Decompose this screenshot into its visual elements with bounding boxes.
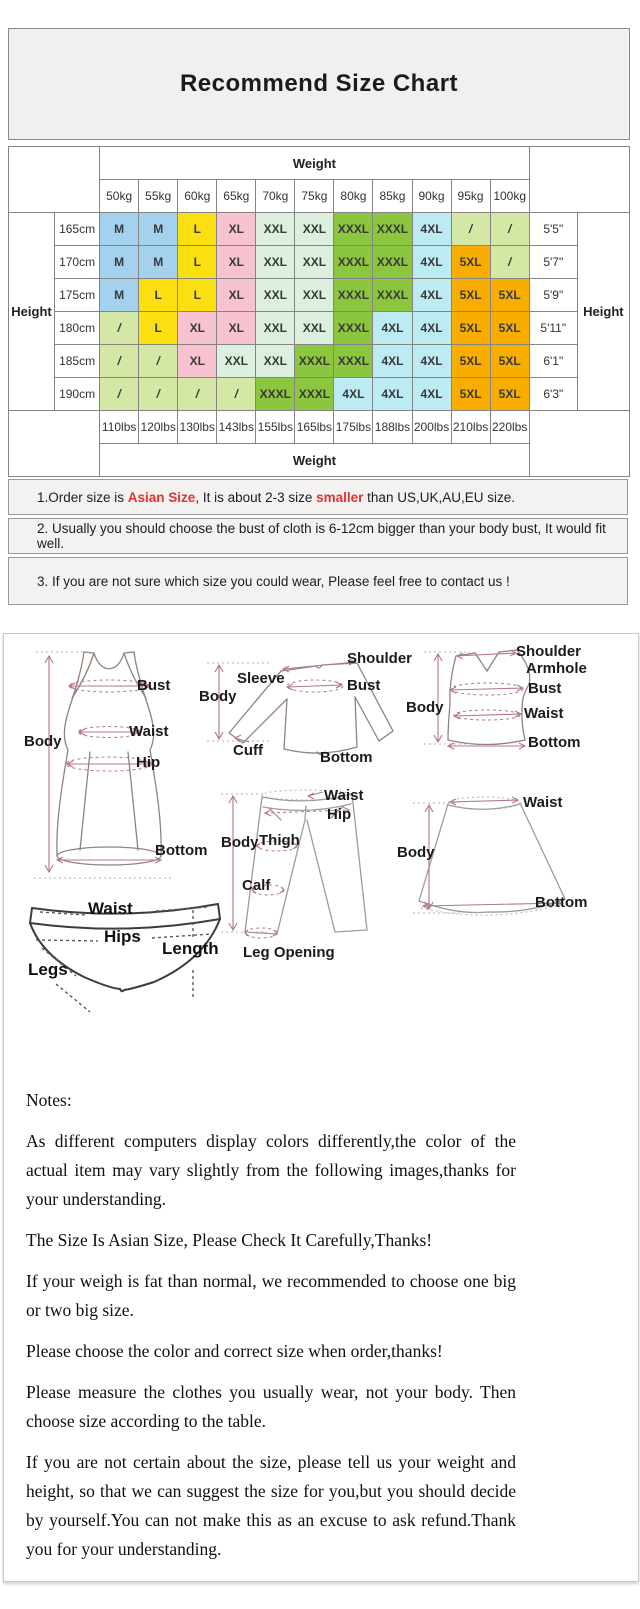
kg-cell: 50kg xyxy=(100,180,139,213)
size-cell: 4XL xyxy=(373,312,412,345)
size-cell: 4XL xyxy=(412,246,451,279)
notes-heading: Notes: xyxy=(26,1090,72,1110)
kg-cell: 65kg xyxy=(217,180,256,213)
lbs-cell: 155lbs xyxy=(256,411,295,444)
size-cell: L xyxy=(178,213,217,246)
size-cell: M xyxy=(100,213,139,246)
size-cell: 5XL xyxy=(490,312,529,345)
measure-guide-panel xyxy=(3,633,639,1582)
size-cell: L xyxy=(178,246,217,279)
brief-legs-label: Legs xyxy=(28,960,68,979)
vest-waist-label: Waist xyxy=(524,705,564,722)
height-ft-cell: 5'9" xyxy=(529,279,577,312)
pants-calf-label: Calf xyxy=(242,877,271,894)
notes-paragraph-5: Please measure the clothes you usually wear, not your body. Then choose size according to the table. xyxy=(26,1382,516,1431)
size-cell: XXXL xyxy=(334,279,373,312)
size-cell: XXXL xyxy=(334,213,373,246)
size-cell: XXL xyxy=(295,213,334,246)
pants-body-label: Body xyxy=(221,834,259,851)
height-cm-cell: 165cm xyxy=(55,213,100,246)
size-cell: XXXL xyxy=(256,378,295,411)
size-cell: L xyxy=(139,279,178,312)
brief-waist-label: Waist xyxy=(88,899,133,918)
bottom-notes xyxy=(26,1086,516,1576)
size-cell: / xyxy=(490,246,529,279)
size-cell: 4XL xyxy=(334,378,373,411)
height-ft-cell: 6'3" xyxy=(529,378,577,411)
size-cell: 4XL xyxy=(412,378,451,411)
size-cell: / xyxy=(100,345,139,378)
kg-cell: 60kg xyxy=(178,180,217,213)
height-cm-cell: 190cm xyxy=(55,378,100,411)
height-ft-cell: 6'1" xyxy=(529,345,577,378)
size-cell: XXL xyxy=(295,312,334,345)
size-cell: 5XL xyxy=(451,246,490,279)
size-cell: / xyxy=(100,378,139,411)
order-note-2-text: 2. Usually you should choose the bust of cloth is 6-12cm bigger than your body bust, It would fit well. xyxy=(37,521,606,551)
notes-paragraph-3: If your weigh is fat than normal, we recommended to choose one big or two big size. xyxy=(26,1271,516,1320)
note1-pre: 1.Order size is xyxy=(37,489,128,505)
corner-cell xyxy=(529,147,629,213)
kg-cell: 95kg xyxy=(451,180,490,213)
vest-diagram xyxy=(404,642,619,764)
lbs-cell: 200lbs xyxy=(412,411,451,444)
height-ft-cell: 5'7" xyxy=(529,246,577,279)
lbs-cell: 130lbs xyxy=(178,411,217,444)
pants-waist-label: Waist xyxy=(324,787,364,804)
vest-bottom-label: Bottom xyxy=(528,734,581,751)
size-cell: XXL xyxy=(256,213,295,246)
size-cell: XL xyxy=(178,345,217,378)
dress-bottom-label: Bottom xyxy=(155,842,208,859)
size-cell: M xyxy=(139,213,178,246)
order-note-3 xyxy=(8,557,628,605)
shirt-body-label: Body xyxy=(199,688,237,705)
kg-cell: 85kg xyxy=(373,180,412,213)
size-cell: M xyxy=(139,246,178,279)
height-cm-cell: 170cm xyxy=(55,246,100,279)
note1-mid: , It is about 2-3 size xyxy=(195,489,317,505)
pants-leg-opening-label: Leg Opening xyxy=(243,944,335,961)
lbs-cell: 120lbs xyxy=(139,411,178,444)
size-cell: 5XL xyxy=(490,279,529,312)
height-ft-cell: 5'11" xyxy=(529,312,577,345)
size-table xyxy=(8,146,630,477)
size-cell: / xyxy=(178,378,217,411)
size-cell: 4XL xyxy=(412,279,451,312)
size-cell: XXL xyxy=(256,312,295,345)
size-cell: XXL xyxy=(256,279,295,312)
order-note-3-text: 3. If you are not sure which size you could wear, Please feel free to contact us ! xyxy=(37,573,510,589)
size-cell: 5XL xyxy=(451,312,490,345)
size-cell: / xyxy=(139,378,178,411)
lbs-cell: 220lbs xyxy=(490,411,529,444)
lbs-cell: 188lbs xyxy=(373,411,412,444)
size-cell: L xyxy=(178,279,217,312)
lbs-cell: 175lbs xyxy=(334,411,373,444)
vest-armhole-label: Armhole xyxy=(526,660,587,677)
size-cell: 5XL xyxy=(451,279,490,312)
size-cell: 4XL xyxy=(412,213,451,246)
weight-footer-cell: Weight xyxy=(100,444,530,477)
height-label-left-cell: Height xyxy=(9,213,55,411)
brief-hips-label: Hips xyxy=(104,927,141,946)
notes-paragraph-1: As different computers display colors differently,the color of the actual item may vary slightly from the following images,thanks for your understanding. xyxy=(26,1131,516,1209)
size-cell: XL xyxy=(217,312,256,345)
order-note-1 xyxy=(8,479,628,515)
size-cell: 5XL xyxy=(490,345,529,378)
skirt-bottom-label: Bottom xyxy=(535,894,588,911)
size-cell: M xyxy=(100,279,139,312)
size-cell: / xyxy=(490,213,529,246)
size-cell: 5XL xyxy=(451,378,490,411)
size-cell: 4XL xyxy=(373,378,412,411)
size-cell: 5XL xyxy=(451,345,490,378)
notes-paragraphs xyxy=(26,1127,516,1564)
notes-paragraph-4: Please choose the color and correct size when order,thanks! xyxy=(26,1341,443,1361)
notes-paragraph-6: If you are not certain about the size, please tell us your weight and height, so that we can suggest the size for you,but you should decide by yourself.You can not make this as an excuse to ask refund.Thank you for your understanding. xyxy=(26,1452,516,1559)
skirt-waist-label: Waist xyxy=(523,794,563,811)
lbs-cell: 165lbs xyxy=(295,411,334,444)
kg-cell: 80kg xyxy=(334,180,373,213)
shirt-cuff-label: Cuff xyxy=(233,742,263,759)
dress-waist-label: Waist xyxy=(129,723,169,740)
size-cell: L xyxy=(139,312,178,345)
note1-post: than US,UK,AU,EU size. xyxy=(363,489,515,505)
corner-cell xyxy=(529,411,629,477)
lbs-cell: 110lbs xyxy=(100,411,139,444)
kg-cell: 100kg xyxy=(490,180,529,213)
dress-bust-label: Bust xyxy=(137,677,171,694)
size-cell: XXL xyxy=(256,345,295,378)
size-cell: XXXL xyxy=(295,345,334,378)
vest-bust-label: Bust xyxy=(528,680,562,697)
size-cell: / xyxy=(139,345,178,378)
corner-cell xyxy=(9,147,100,213)
skirt-diagram xyxy=(397,789,617,934)
size-cell: XXXL xyxy=(373,279,412,312)
size-cell: XL xyxy=(217,279,256,312)
size-cell: XXL xyxy=(256,246,295,279)
size-cell: / xyxy=(217,378,256,411)
note1-smaller: smaller xyxy=(316,489,364,505)
shirt-sleeve-label: Sleeve xyxy=(237,670,285,687)
dress-diagram xyxy=(22,646,222,886)
vest-shoulder-label: Shoulder xyxy=(516,643,582,660)
kg-cell: 75kg xyxy=(295,180,334,213)
height-ft-cell: 5'5" xyxy=(529,213,577,246)
lbs-cell: 143lbs xyxy=(217,411,256,444)
note1-asian-size: Asian Size xyxy=(127,489,196,505)
order-note-1-text xyxy=(37,490,515,505)
pants-thigh-label: Thigh xyxy=(259,832,300,849)
skirt-body-label: Body xyxy=(397,844,435,861)
size-cell: XXXL xyxy=(334,345,373,378)
size-cell: XL xyxy=(217,213,256,246)
height-cm-cell: 175cm xyxy=(55,279,100,312)
size-cell: 4XL xyxy=(412,312,451,345)
size-cell: XXXL xyxy=(334,246,373,279)
title-box xyxy=(8,28,630,140)
size-cell: 4XL xyxy=(373,345,412,378)
height-cm-cell: 180cm xyxy=(55,312,100,345)
lbs-cell: 210lbs xyxy=(451,411,490,444)
page-title: Recommend Size Chart xyxy=(179,70,459,97)
kg-cell: 90kg xyxy=(412,180,451,213)
size-cell: XXL xyxy=(295,246,334,279)
shirt-diagram xyxy=(199,641,413,776)
kg-cell: 55kg xyxy=(139,180,178,213)
size-cell: XXXL xyxy=(373,246,412,279)
size-cell: XXXL xyxy=(334,312,373,345)
size-cell: 5XL xyxy=(490,378,529,411)
corner-cell xyxy=(9,411,100,477)
size-cell: XXL xyxy=(217,345,256,378)
brief-diagram xyxy=(22,884,227,1016)
height-label-right-cell: Height xyxy=(577,213,629,411)
height-cm-cell: 185cm xyxy=(55,345,100,378)
size-cell: / xyxy=(100,312,139,345)
size-cell: 4XL xyxy=(412,345,451,378)
size-cell: XL xyxy=(217,246,256,279)
order-note-2 xyxy=(8,518,628,554)
pants-diagram xyxy=(209,784,404,969)
pants-hip-label: Hip xyxy=(327,806,352,823)
vest-body-label: Body xyxy=(406,699,444,716)
skirt-outline-svg xyxy=(397,789,617,934)
size-cell: XL xyxy=(178,312,217,345)
notes-paragraph-2: The Size Is Asian Size, Please Check It Carefully,Thanks! xyxy=(26,1230,433,1250)
size-cell: XXXL xyxy=(295,378,334,411)
dress-hip-label: Hip xyxy=(136,754,161,771)
dress-body-label: Body xyxy=(24,733,62,750)
shirt-bottom-label: Bottom xyxy=(320,749,373,766)
kg-cell: 70kg xyxy=(256,180,295,213)
pants-outline-svg xyxy=(209,784,404,969)
weight-header-cell: Weight xyxy=(100,147,530,180)
size-cell: XXXL xyxy=(373,213,412,246)
shirt-shoulder-label: Shoulder xyxy=(347,650,413,667)
size-cell: XXL xyxy=(295,279,334,312)
shirt-bust-label: Bust xyxy=(347,677,381,694)
size-cell: / xyxy=(451,213,490,246)
size-cell: M xyxy=(100,246,139,279)
brief-length-label: Length xyxy=(162,939,219,958)
